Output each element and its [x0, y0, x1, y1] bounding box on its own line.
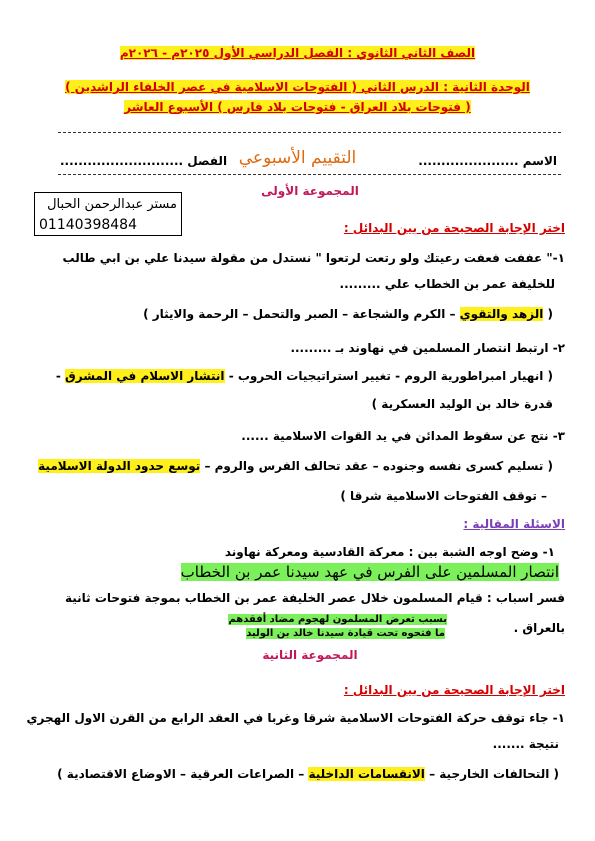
header-line-grade	[0, 46, 595, 60]
q2-options-pre: ( انهيار امبراطورية الروم - تغيير استراتيجيات الحروب -	[224, 369, 553, 383]
g2-q1-stem: ١- جاء توقف حركة الفتوحات الاسلامية شرقا وغربا في العقد الرابع من القرن الاول الهجري	[26, 711, 565, 725]
essay-q1-answer: انتصار المسلمين على الفرس في عهد سيدنا عمر بن الخطاب	[180, 563, 559, 581]
essay-q2-answer-line1	[228, 614, 447, 626]
q1-options	[30, 306, 553, 322]
q1-correct-answer: الزهد والتقوي	[459, 307, 544, 321]
teacher-phone: 01140398484	[39, 217, 137, 233]
essay-q2-stem-cont: بالعراق .	[513, 621, 565, 635]
q3-correct-answer: توسع حدود الدولة الاسلامية	[38, 459, 201, 473]
group2-instruction: اختر الإجابة الصحيحة من بين البدائل :	[343, 683, 565, 697]
essay-q2-answer-part2: ما فتحوه تحت قيادة سيدنا خالد بن الوليد	[246, 628, 445, 639]
group1-title: المجموعة الأولى	[261, 184, 359, 198]
q2-stem: ٢- ارتبط انتصار المسلمين في نهاوند بـ .........	[290, 341, 565, 355]
g2-q1-options-post: – الصراعات العرقية – الاوضاع الاقتصادية )	[57, 767, 309, 781]
essay-q1-stem: ١- وضح اوجه الشبة بين : معركة القادسية ومعركة نهاوند	[224, 545, 555, 559]
essay-q2-stem: فسر اسباب : قيام المسلمون خلال عصر الخليفة عمر بن الخطاب بموجة فتوحات ثانية	[64, 591, 565, 605]
q2-options-post: -	[55, 369, 66, 383]
group2-title: المجموعة الثانية	[262, 648, 358, 662]
name-field-label: الاسم ......................	[418, 154, 557, 168]
q1-stem: ١-" عففت فعفت رعيتك ولو رتعت لرتعوا " نستدل من مقولة سيدنا علي بن ابي طالب	[62, 251, 565, 265]
header-line-topics	[0, 100, 595, 114]
q1-other-options: – الكرم والشجاعة – الصبر والتحمل – الرحمة والايثار )	[143, 307, 460, 321]
essay-q2-answer-part1: بسبب تعرض المسلمون لهجوم مضاد أفقدهم	[228, 614, 447, 625]
essay-q1-answer-line	[181, 562, 559, 582]
header-topics-text: ( فتوحات بلاد العراق - فتوحات بلاد فارس ) الأسبوع العاشر	[124, 100, 471, 114]
divider	[58, 174, 561, 175]
q2-correct-answer: انتشار الاسلام في المشرق	[65, 369, 225, 383]
q1-open-paren: (	[543, 307, 553, 321]
q3-options	[30, 458, 553, 474]
q3-options-cont: – توقف الفتوحات الاسلامية شرقا )	[340, 489, 547, 503]
essay-section-title: الاسئلة المقالية :	[463, 517, 565, 531]
header-grade-text: الصف الثاني الثانوي : الفصل الدراسي الأول ٢٠٢٥م - ٢٠٢٦م	[119, 46, 476, 60]
g2-q1-options-pre: ( التحالفات الخارجية –	[424, 767, 559, 781]
teacher-name: مستر عبدالرحمن الحبال	[47, 197, 177, 212]
q2-options	[30, 368, 553, 384]
weekly-assessment-title: التقييم الأسبوعي	[238, 148, 357, 168]
group1-instruction: اختر الإجابة الصحيحة من بين البدائل :	[343, 221, 565, 235]
q3-stem: ٣- نتج عن سقوط المدائن في يد القوات الاسلامية ......	[241, 429, 565, 443]
q2-options-cont: قدرة خالد بن الوليد العسكرية )	[371, 397, 553, 411]
q1-stem-cont: للخليفة عمر بن الخطاب علي .........	[339, 277, 555, 291]
header-unit-text: الوحدة الثانية : الدرس الثاني ( الفتوحات الاسلامية في عصر الخلفاء الراشدين )	[65, 80, 530, 94]
g2-q1-stem-cont: نتيجة .......	[492, 737, 559, 751]
header-line-unit	[0, 80, 595, 94]
q3-options-pre: ( تسليم كسرى نفسه وجنوده – عقد تحالف الفرس والروم –	[200, 459, 553, 473]
g2-q1-options	[30, 766, 559, 782]
g2-q1-correct-answer: الانقسامات الداخلية	[308, 767, 425, 781]
divider	[58, 132, 561, 133]
class-field-label: الفصل ...........................	[60, 154, 228, 168]
essay-q2-answer-line2	[246, 628, 445, 640]
